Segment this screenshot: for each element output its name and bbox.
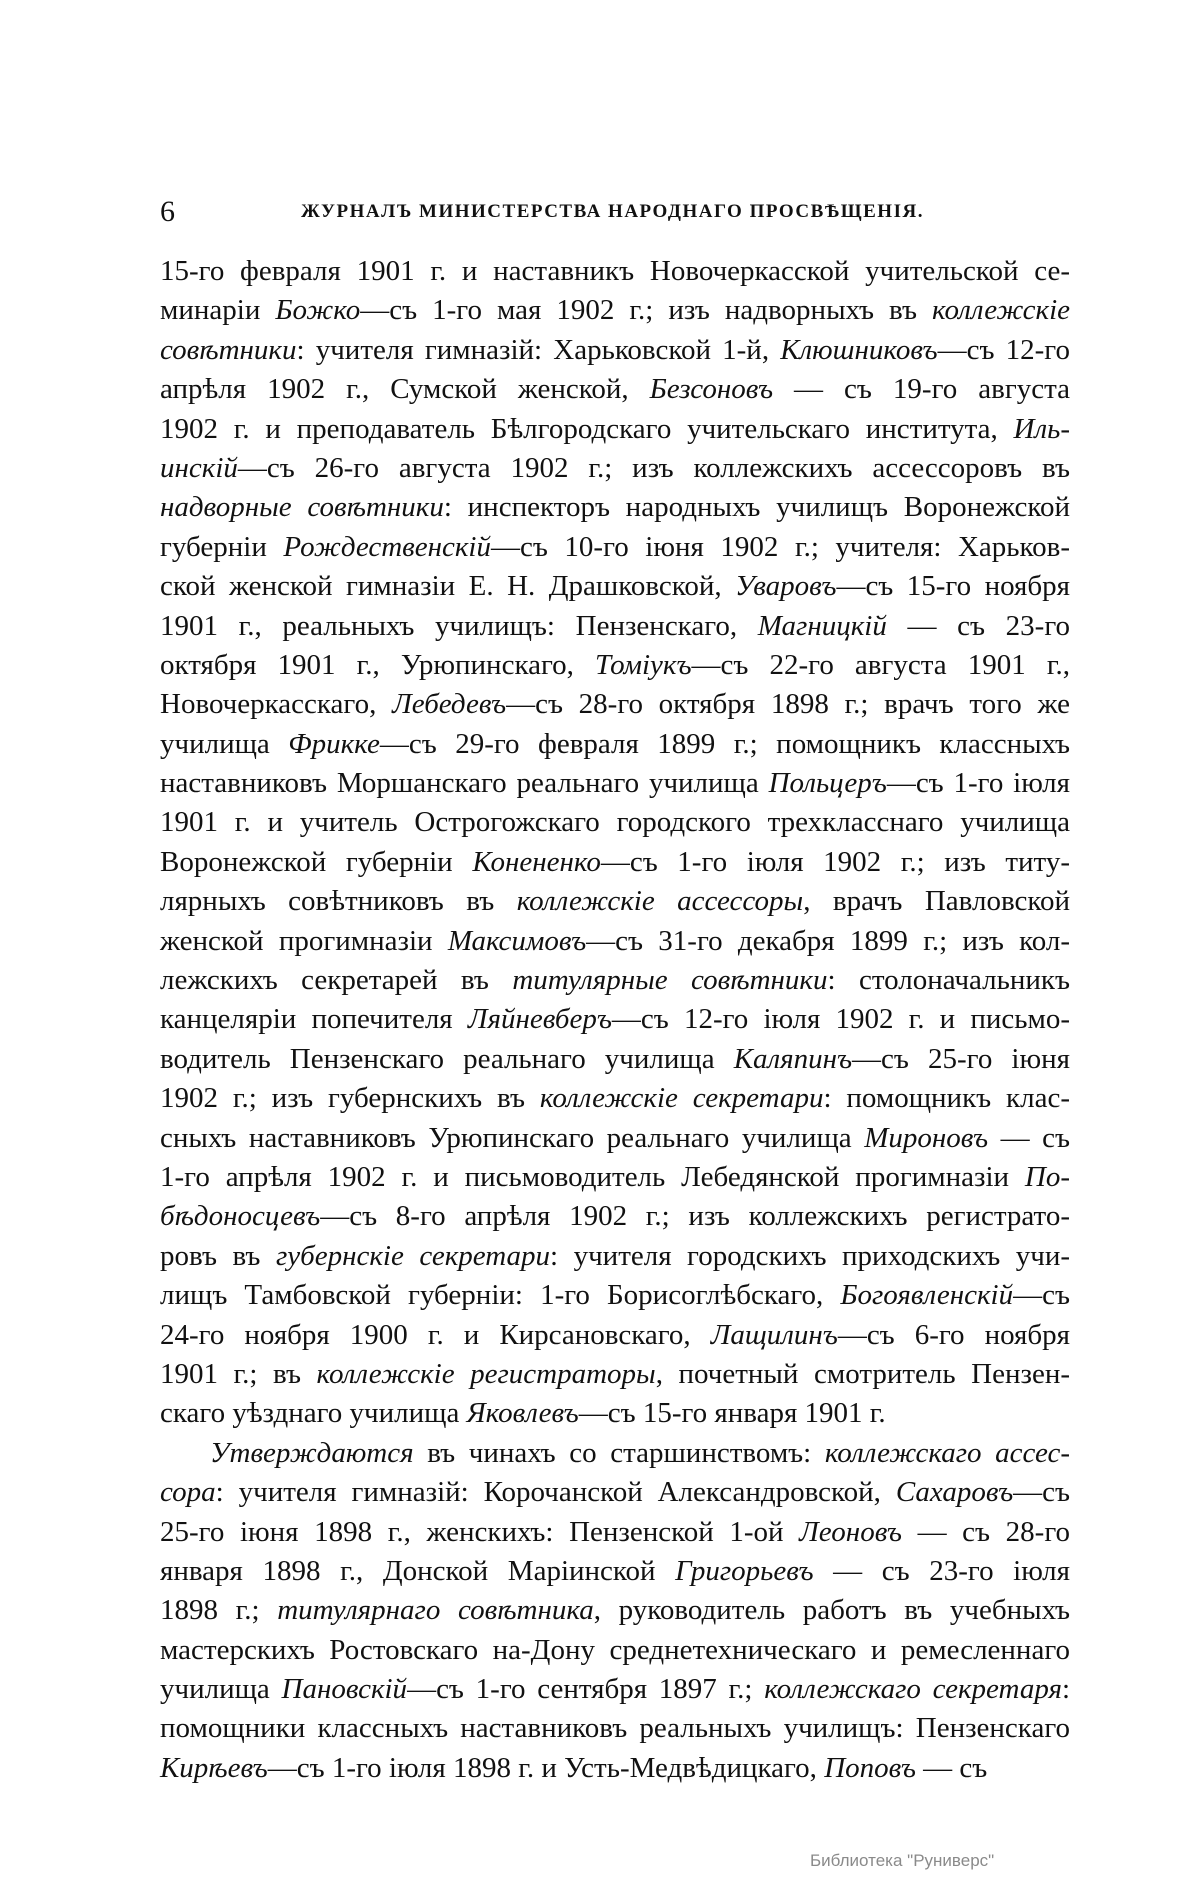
- page-header: [160, 197, 1065, 227]
- italic-text-segment: титулярные совѣтники: [512, 964, 828, 997]
- text-line: [160, 843, 1070, 882]
- text-segment: помощники классныхъ наставниковъ реальныхъ училищъ: Пензенскаго: [160, 1712, 1070, 1745]
- italic-text-segment: Иль-: [1013, 412, 1070, 445]
- italic-text-segment: совѣтники: [160, 333, 297, 366]
- text-line: [160, 488, 1070, 527]
- text-segment: Воронежской губерніи: [160, 845, 473, 878]
- italic-text-segment: Польцеръ: [768, 767, 887, 800]
- body-text: [160, 252, 1070, 1788]
- text-segment: —съ 25-го іюня: [852, 1042, 1070, 1075]
- text-line: [160, 1119, 1070, 1158]
- text-line: [160, 252, 1070, 291]
- text-line: [160, 1158, 1070, 1197]
- text-line: [160, 646, 1070, 685]
- text-line: [160, 607, 1070, 646]
- text-line: [160, 567, 1070, 606]
- italic-text-segment: Фрикке: [288, 727, 380, 760]
- text-line: [160, 1276, 1070, 1315]
- text-line: [160, 370, 1070, 409]
- italic-text-segment: Лащилинъ: [710, 1318, 838, 1351]
- italic-text-segment: Мироновъ: [864, 1121, 989, 1154]
- text-segment: въ чинахъ со старшинствомъ:: [413, 1436, 825, 1469]
- text-segment: —съ 12-го: [937, 333, 1070, 366]
- text-line: [160, 1473, 1070, 1512]
- page-number: 6: [160, 195, 175, 228]
- text-segment: училища: [160, 727, 289, 760]
- text-segment: наставниковъ Моршанскаго реальнаго училища: [160, 767, 769, 800]
- italic-text-segment: Пановскій: [281, 1673, 408, 1706]
- text-line: [160, 922, 1070, 961]
- text-line: [160, 1237, 1070, 1276]
- text-segment: : столоначальникъ: [827, 964, 1070, 997]
- italic-text-segment: Ляйневберъ: [467, 1003, 612, 1036]
- text-segment: —съ 28-го октября 1898 г.; врачъ того же: [506, 688, 1071, 721]
- text-segment: —съ 8-го апрѣля 1902 г.; изъ коллежскихъ регистрато-: [320, 1200, 1070, 1233]
- text-segment: 1902 г. и преподаватель Бѣлгородскаго учительскаго института,: [160, 412, 1014, 445]
- italic-text-segment: надворные совѣтники: [160, 491, 444, 524]
- text-line: [160, 803, 1070, 842]
- text-segment: —съ 1-го іюля 1898 г. и Усть-Медвѣдицкаго,: [267, 1751, 825, 1784]
- text-line: [160, 685, 1070, 724]
- text-segment: 1-го апрѣля 1902 г. и письмоводитель Лебедянской прогимназіи: [160, 1160, 1025, 1193]
- text-line: [160, 528, 1070, 567]
- italic-text-segment: Безсоновъ: [649, 373, 773, 406]
- italic-text-segment: титулярнаго совѣтника: [277, 1594, 594, 1627]
- text-segment: лищъ Тамбовской губерніи: 1-го Борисоглѣбскаго,: [160, 1279, 841, 1312]
- italic-text-segment: коллежскаго секретаря: [764, 1673, 1062, 1706]
- text-segment: —съ 15-го января 1901 г.: [578, 1397, 886, 1430]
- text-segment: Новочеркасскаго,: [160, 688, 393, 721]
- text-segment: —съ 1-го іюля: [886, 767, 1070, 800]
- text-segment: 1898 г.;: [160, 1594, 278, 1627]
- text-segment: скаго уѣзднаго училища: [160, 1397, 467, 1430]
- text-line: [160, 1355, 1070, 1394]
- text-segment: —съ 6-го ноября: [837, 1318, 1070, 1351]
- text-line: [160, 961, 1070, 1000]
- italic-text-segment: По-: [1024, 1160, 1070, 1193]
- text-segment: сныхъ наставниковъ Урюпинскаго реальнаго училища: [160, 1121, 865, 1154]
- text-line: [160, 1709, 1070, 1748]
- text-line: [160, 410, 1070, 449]
- text-segment: 25-го іюня 1898 г., женскихъ: Пензенской 1-ой: [160, 1515, 800, 1548]
- text-segment: : инспекторъ народныхъ училищъ Воронежской: [443, 491, 1071, 524]
- text-line: [160, 1434, 1070, 1473]
- text-segment: ской женской гимназіи Е. Н. Драшковской,: [160, 570, 736, 603]
- text-segment: 1902 г.; изъ губернскихъ въ: [160, 1082, 540, 1115]
- italic-text-segment: Божко: [275, 294, 361, 327]
- text-segment: —съ: [1013, 1279, 1070, 1312]
- text-line: [160, 1197, 1070, 1236]
- text-segment: —съ 10-го іюня 1902 г.; учителя: Харьков-: [491, 530, 1070, 563]
- text-line: [160, 1316, 1070, 1355]
- text-segment: , руководитель работъ въ учебныхъ: [593, 1594, 1070, 1627]
- italic-text-segment: Каляпинъ: [733, 1042, 853, 1075]
- text-line: [160, 1552, 1070, 1591]
- italic-text-segment: Конененко: [472, 845, 601, 878]
- text-segment: октября 1901 г., Урюпинскаго,: [160, 648, 595, 681]
- text-segment: — съ: [988, 1121, 1070, 1154]
- text-line: [160, 1040, 1070, 1079]
- text-segment: : помощникъ клас-: [823, 1082, 1070, 1115]
- italic-text-segment: Уваровъ: [735, 570, 837, 603]
- text-segment: женской прогимназіи: [160, 924, 448, 957]
- text-segment: училища: [160, 1673, 282, 1706]
- text-segment: —съ 1-го мая 1902 г.; изъ надворныхъ въ: [360, 294, 932, 327]
- text-segment: 1901 г. и учитель Острогожскаго городского трехкласснаго училища: [160, 806, 1070, 839]
- text-segment: лярныхъ совѣтниковъ въ: [160, 885, 517, 918]
- italic-text-segment: Рождественскій: [283, 530, 491, 563]
- text-segment: мастерскихъ Ростовскаго на-Дону среднетехническаго и ремесленнаго: [160, 1633, 1070, 1666]
- text-segment: 15-го февраля 1901 г. и наставникъ Новочеркасской учительской се-: [160, 255, 1070, 287]
- text-segment: —съ: [1013, 1476, 1070, 1509]
- italic-text-segment: Богоявленскій: [840, 1279, 1014, 1312]
- italic-text-segment: Кирѣевъ: [160, 1751, 268, 1784]
- italic-text-segment: коллежскіе секретари: [539, 1082, 824, 1115]
- italic-text-segment: Томіукъ: [595, 648, 692, 681]
- italic-text-segment: сора: [160, 1476, 216, 1509]
- italic-text-segment: Лебедевъ: [392, 688, 507, 721]
- text-segment: апрѣля 1902 г., Сумской женской,: [160, 373, 650, 406]
- text-line: [160, 1513, 1070, 1552]
- text-segment: : учителя гимназій: Корочанской Александровской,: [215, 1476, 896, 1509]
- text-segment: : учителя гимназій: Харьковской 1-й,: [296, 333, 781, 366]
- italic-text-segment: Григорьевъ: [675, 1554, 814, 1587]
- text-segment: 24-го ноября 1900 г. и Кирсановскаго,: [160, 1318, 711, 1351]
- italic-text-segment: коллежскіе регистраторы: [316, 1357, 656, 1390]
- text-segment: — съ 28-го: [901, 1515, 1070, 1548]
- text-segment: , врачъ Павловской: [803, 885, 1070, 918]
- italic-text-segment: коллежскіе ассессоры: [516, 885, 804, 918]
- text-segment: — съ: [915, 1751, 988, 1784]
- italic-text-segment: Сахаровъ: [895, 1476, 1014, 1509]
- text-segment: , почетный смотритель Пензен-: [655, 1357, 1070, 1390]
- text-line: [160, 725, 1070, 764]
- italic-text-segment: Поповъ: [824, 1751, 916, 1784]
- text-segment: минаріи: [160, 294, 276, 327]
- italic-text-segment: Утверждаются: [210, 1436, 414, 1469]
- text-line: [160, 291, 1070, 330]
- text-segment: —съ 1-го сентября 1897 г.;: [407, 1673, 765, 1706]
- text-segment: губерніи: [160, 530, 284, 563]
- italic-text-segment: бѣдоносцевъ: [160, 1200, 321, 1233]
- italic-text-segment: губернскіе секретари: [275, 1239, 551, 1272]
- text-segment: : учителя городскихъ приходскихъ учи-: [550, 1239, 1071, 1272]
- italic-text-segment: Максимовъ: [447, 924, 587, 957]
- text-segment: :: [1061, 1673, 1070, 1706]
- italic-text-segment: коллежскіе: [931, 294, 1071, 327]
- text-segment: 1901 г., реальныхъ училищъ: Пензенскаго,: [160, 609, 758, 642]
- text-line: [160, 449, 1070, 488]
- text-segment: —съ 1-го іюля 1902 г.; изъ титу-: [600, 845, 1070, 878]
- library-watermark: Библиотека "Руниверс": [810, 1851, 995, 1870]
- text-line: [160, 1079, 1070, 1118]
- text-segment: —съ 12-го іюля 1902 г. и письмо-: [611, 1003, 1071, 1036]
- text-segment: ровъ въ: [160, 1239, 276, 1272]
- text-segment: водитель Пензенскаго реальнаго училища: [160, 1042, 734, 1075]
- text-segment: —съ 22-го августа 1901 г.,: [691, 648, 1070, 681]
- italic-text-segment: инскій: [160, 451, 238, 484]
- text-segment: 1901 г.; въ: [160, 1357, 317, 1390]
- text-segment: января 1898 г., Донской Маріинской: [160, 1554, 676, 1587]
- text-segment: канцеляріи попечителя: [160, 1003, 468, 1036]
- text-segment: —съ 31-го декабря 1899 г.; изъ кол-: [586, 924, 1070, 957]
- text-segment: —съ 26-го августа 1902 г.; изъ коллежскихъ ассессоровъ въ: [237, 451, 1070, 484]
- text-segment: — съ 19-го августа: [773, 373, 1070, 406]
- text-segment: — съ 23-го: [886, 609, 1070, 642]
- text-line: [160, 1591, 1070, 1630]
- italic-text-segment: Магницкій: [757, 609, 887, 642]
- italic-text-segment: коллежскаго ассес-: [824, 1436, 1071, 1469]
- italic-text-segment: Клюшниковъ: [780, 333, 938, 366]
- text-line: [160, 1394, 1070, 1433]
- text-line: [160, 1749, 1070, 1788]
- text-segment: — съ 23-го іюля: [813, 1554, 1070, 1587]
- text-segment: лежскихъ секретарей въ: [160, 964, 513, 997]
- running-head: ЖУРНАЛЪ МИНИСТЕРСТВА НАРОДНАГО ПРОСВѢЩЕНІЯ.: [301, 201, 924, 222]
- text-line: [160, 882, 1070, 921]
- text-line: [160, 1670, 1070, 1709]
- text-line: [160, 331, 1070, 370]
- text-segment: —съ 29-го февраля 1899 г.; помощникъ классныхъ: [379, 727, 1070, 760]
- text-line: [160, 1631, 1070, 1670]
- text-segment: —съ 15-го ноября: [836, 570, 1070, 603]
- text-line: [160, 1000, 1070, 1039]
- italic-text-segment: Яковлевъ: [466, 1397, 579, 1430]
- text-line: [160, 764, 1070, 803]
- italic-text-segment: Леоновъ: [799, 1515, 902, 1548]
